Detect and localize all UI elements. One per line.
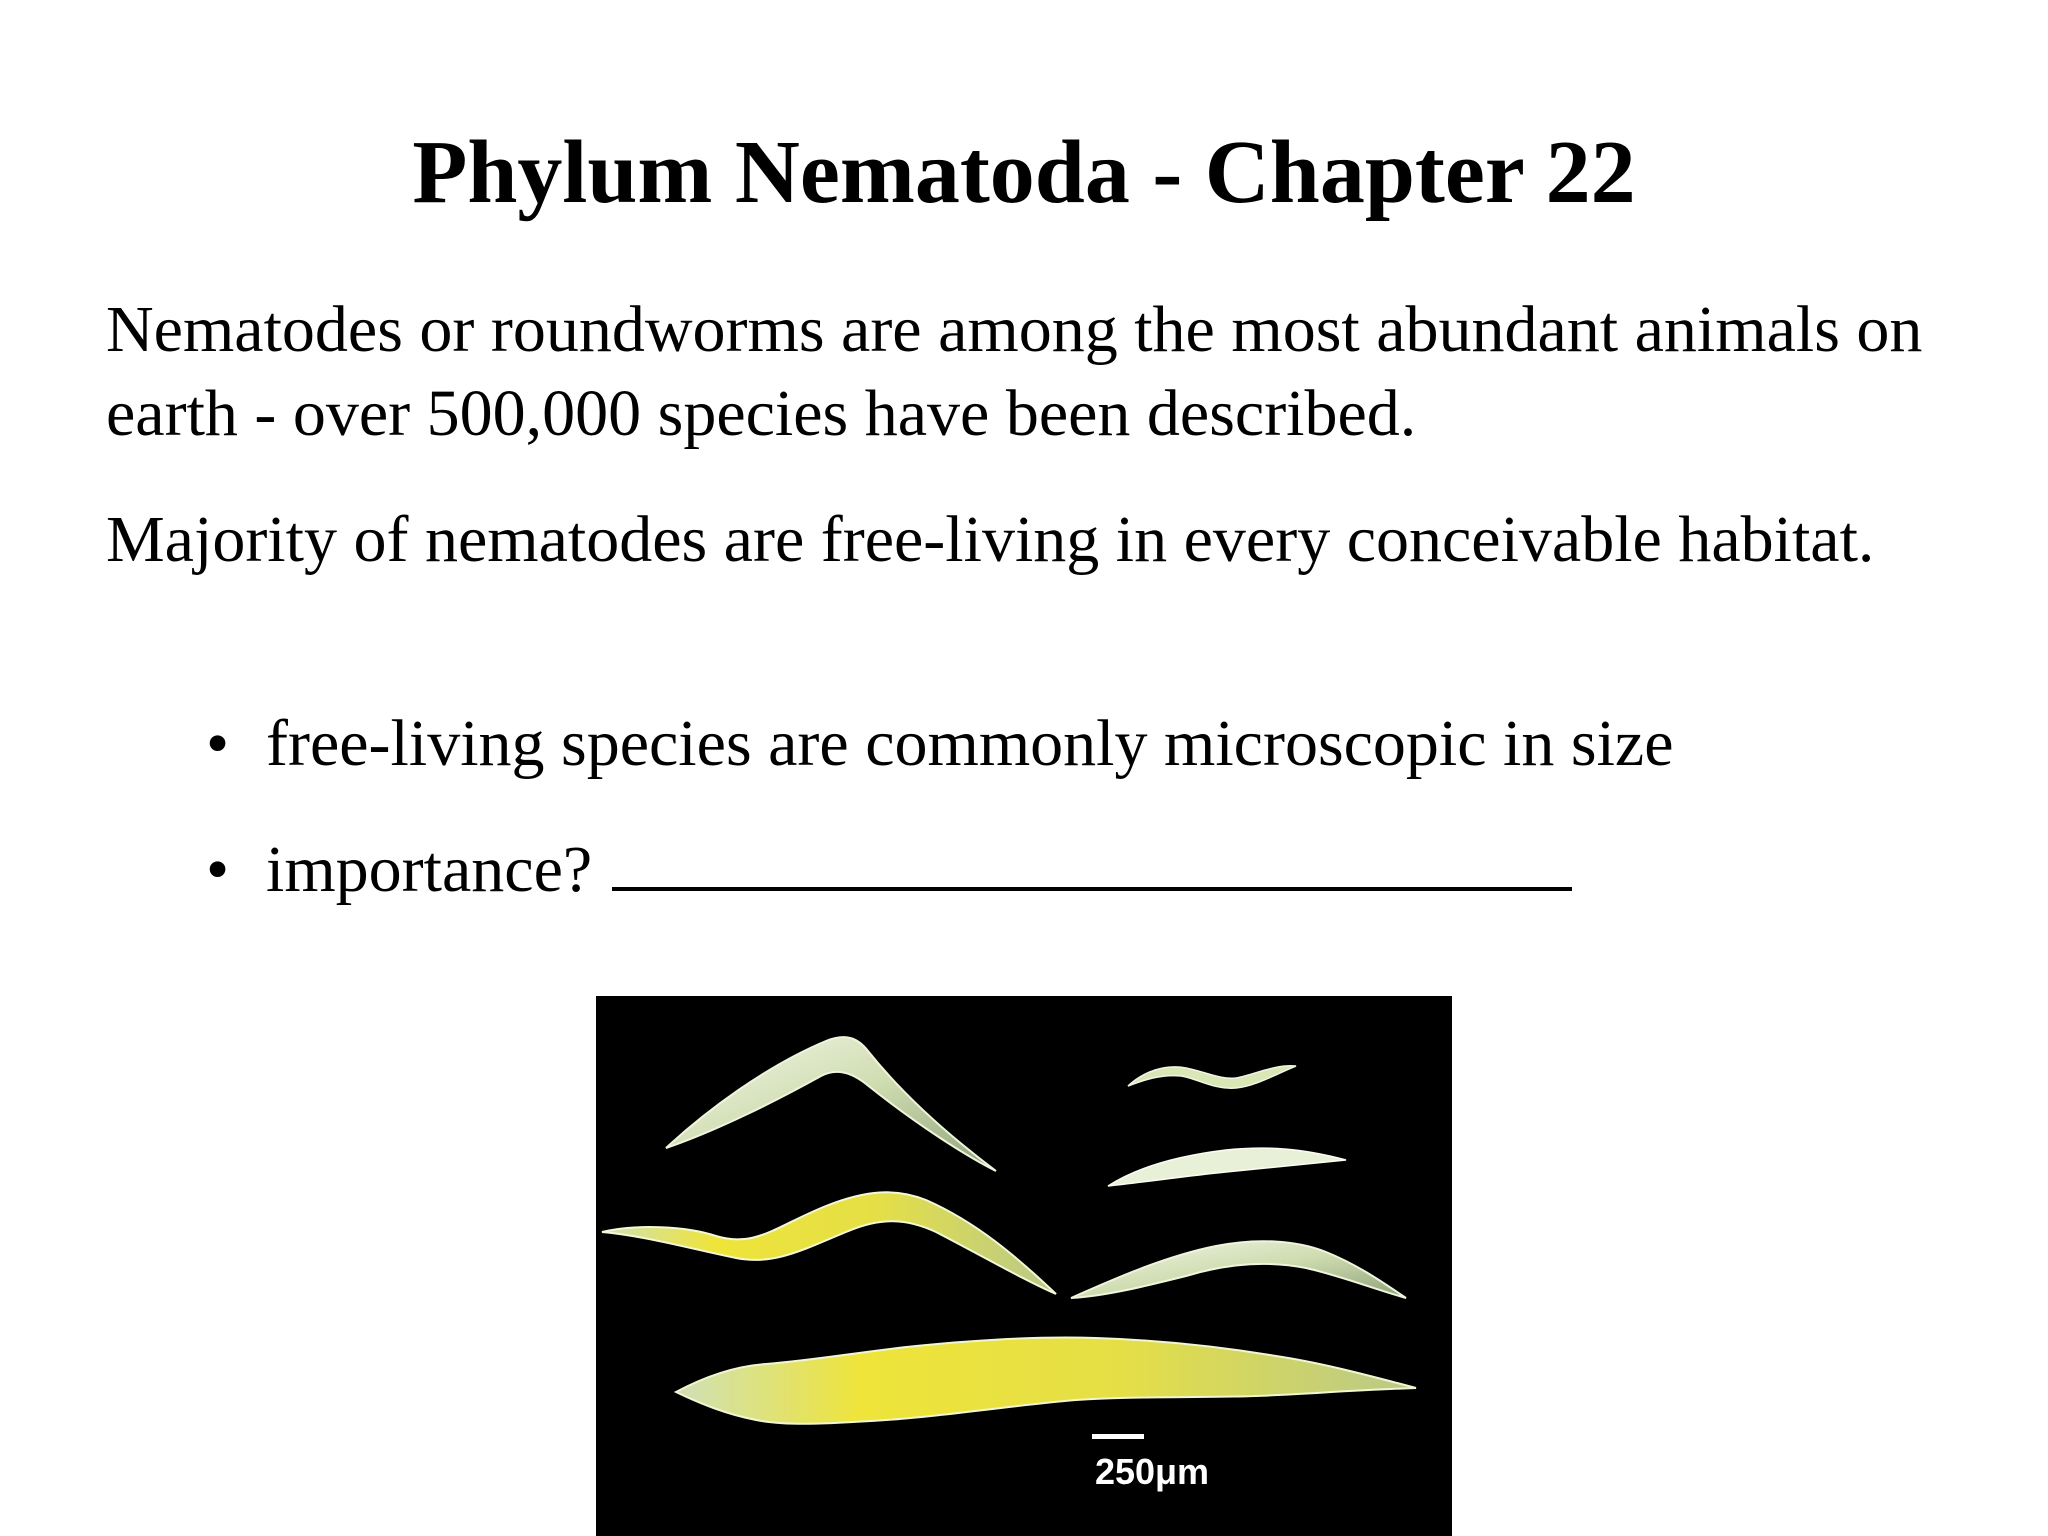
bullet-text-with-blank bbox=[266, 828, 1572, 912]
worm-shape bbox=[1071, 1241, 1406, 1298]
bullet-text: free-living species are commonly microscopic in size bbox=[266, 707, 1674, 780]
worm-shape bbox=[1128, 1066, 1296, 1088]
scale-bar-label: 250μm bbox=[1094, 1451, 1210, 1492]
worm-shape bbox=[602, 1192, 1056, 1294]
bullet-dot-icon: • bbox=[206, 833, 230, 906]
worm-shape bbox=[676, 1337, 1416, 1423]
worm-shape bbox=[666, 1037, 996, 1171]
bullet-dot-icon: • bbox=[206, 707, 230, 780]
paragraph-abundance: Nematodes or roundworms are among the most abundant animals on earth - over 500,000 species have been described. bbox=[106, 293, 1923, 450]
slide-title: Phylum Nematoda - Chapter 22 bbox=[412, 123, 1636, 222]
fill-in-blank-line bbox=[612, 829, 1572, 891]
scale-bar bbox=[1092, 1434, 1144, 1439]
worm-shape bbox=[1108, 1148, 1346, 1186]
nematode-micrograph bbox=[596, 996, 1452, 1536]
paragraph-habitat: Majority of nematodes are free-living in every conceivable habitat. bbox=[106, 503, 1875, 576]
nematode-worms-illustration bbox=[596, 996, 1452, 1536]
bullet-text: importance? bbox=[266, 833, 593, 906]
